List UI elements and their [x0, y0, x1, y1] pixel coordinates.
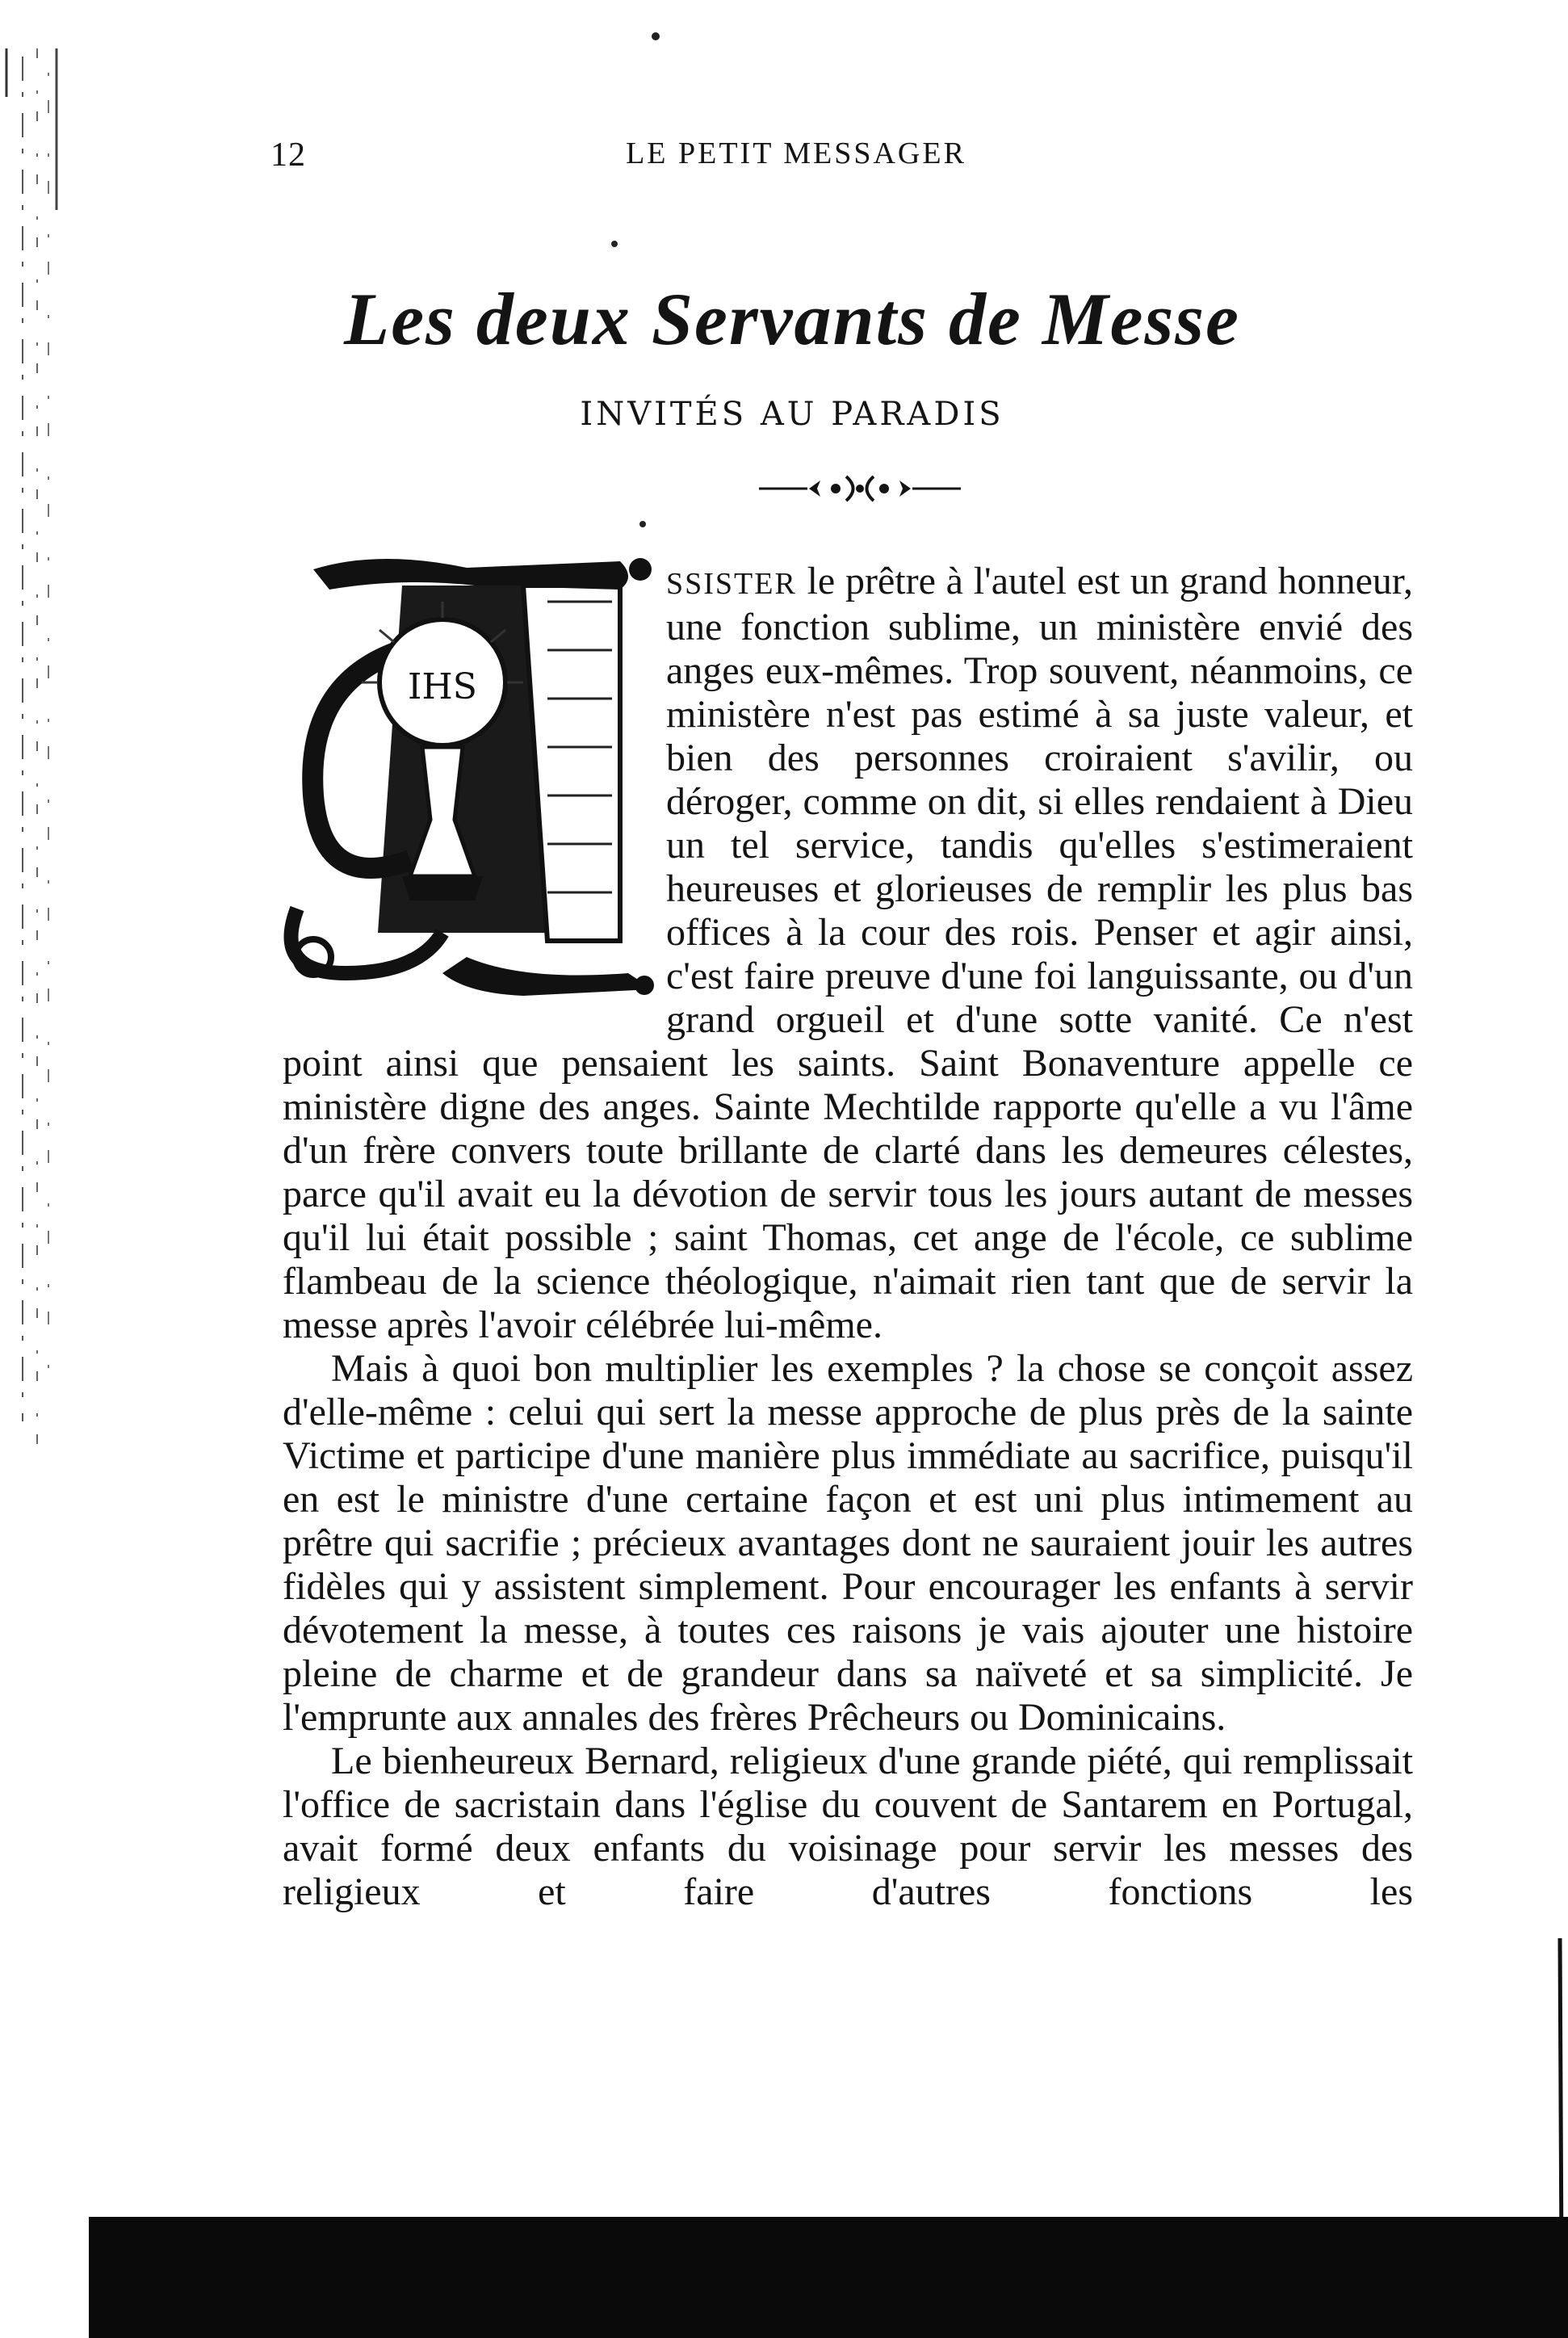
svg-text:IHS: IHS — [408, 666, 477, 707]
article-body — [283, 560, 1413, 1914]
paragraph-1-text: le prêtre à l'autel est un grand honneur, une fonction sublime, un ministère envié des anges eux-mêmes. Trop souvent, néanmoins, ce ministère n'est pas estimé à sa juste valeur, et bien des personnes croiraient s'avilir, ou déroger, comme on dit, si elles rendaient à Dieu un tel service, tandis qu'elles s'estimeraient heureuses et glorieuses de remplir les plus bas offices à la cour des rois. Penser et agir ainsi, c'est faire preuve d'une foi languissante, ou d'un grand orgueil et d'une sotte vanité. Ce n'est point ainsi que pensaient les saints. Saint Bonaventure appelle ce ministère digne des anges. Sainte Mechtilde rapporte qu'elle a vu l'âme d'un frère convers toute brillante de clarté dans les demeures célestes, parce qu'il avait eu la dévotion de servir tous les jours autant de messes qu'il lui était possible ; saint Thomas, cet ange de l'école, ce sublime flambeau de la science théologique, n'aimait rien tant que de servir la messe après l'avoir célébrée lui-même. — [283, 560, 1413, 1346]
article-title: Les deux Servants de Messe — [344, 278, 1240, 360]
ornament-divider-icon — [759, 468, 961, 509]
scan-edge-right — [1520, 1938, 1568, 2261]
first-word: SSISTER — [666, 567, 797, 601]
scan-bottom-edge — [89, 2217, 1568, 2338]
running-title: LE PETIT MESSAGER — [626, 136, 966, 170]
paragraph-3: Le bienheureux Bernard, religieux d'une grande piété, qui remplissait l'office de sacristain dans l'église du couvent de Santarem en Portugal, avait formé deux enfants du voisinage pour servir les messes des religieux et faire d'autres fonctions les — [283, 1740, 1413, 1913]
article-subtitle: INVITÉS AU PARADIS — [580, 396, 1004, 433]
page-number: 12 — [270, 136, 306, 174]
scan-edge-left — [0, 48, 65, 1454]
ink-speck — [652, 32, 660, 40]
paragraph-2: Mais à quoi bon multiplier les exemples ? la chose se conçoit assez d'elle-même : celui qui sert la messe approche de plus près de la sainte Victime et participe d'une manière plus immédiate au sacrifice, puisqu'il en est le ministre d'une certaine façon et est uni plus intimement au prêtre qui sacrifie ; précieux avantages dont ne sauraient jouir les autres fidèles qui y assistent simplement. Pour encourager les enfants à servir dévotement la messe, à toutes ces raisons je vais ajouter une histoire pleine de charme et de grandeur dans sa naïveté et sa simplicité. Je l'emprunte aux annales des frères Prêcheurs ou Dominicains. — [283, 1347, 1413, 1739]
ink-speck — [611, 241, 618, 247]
dropcap-spacer — [283, 560, 666, 1002]
ink-speck — [639, 521, 646, 527]
